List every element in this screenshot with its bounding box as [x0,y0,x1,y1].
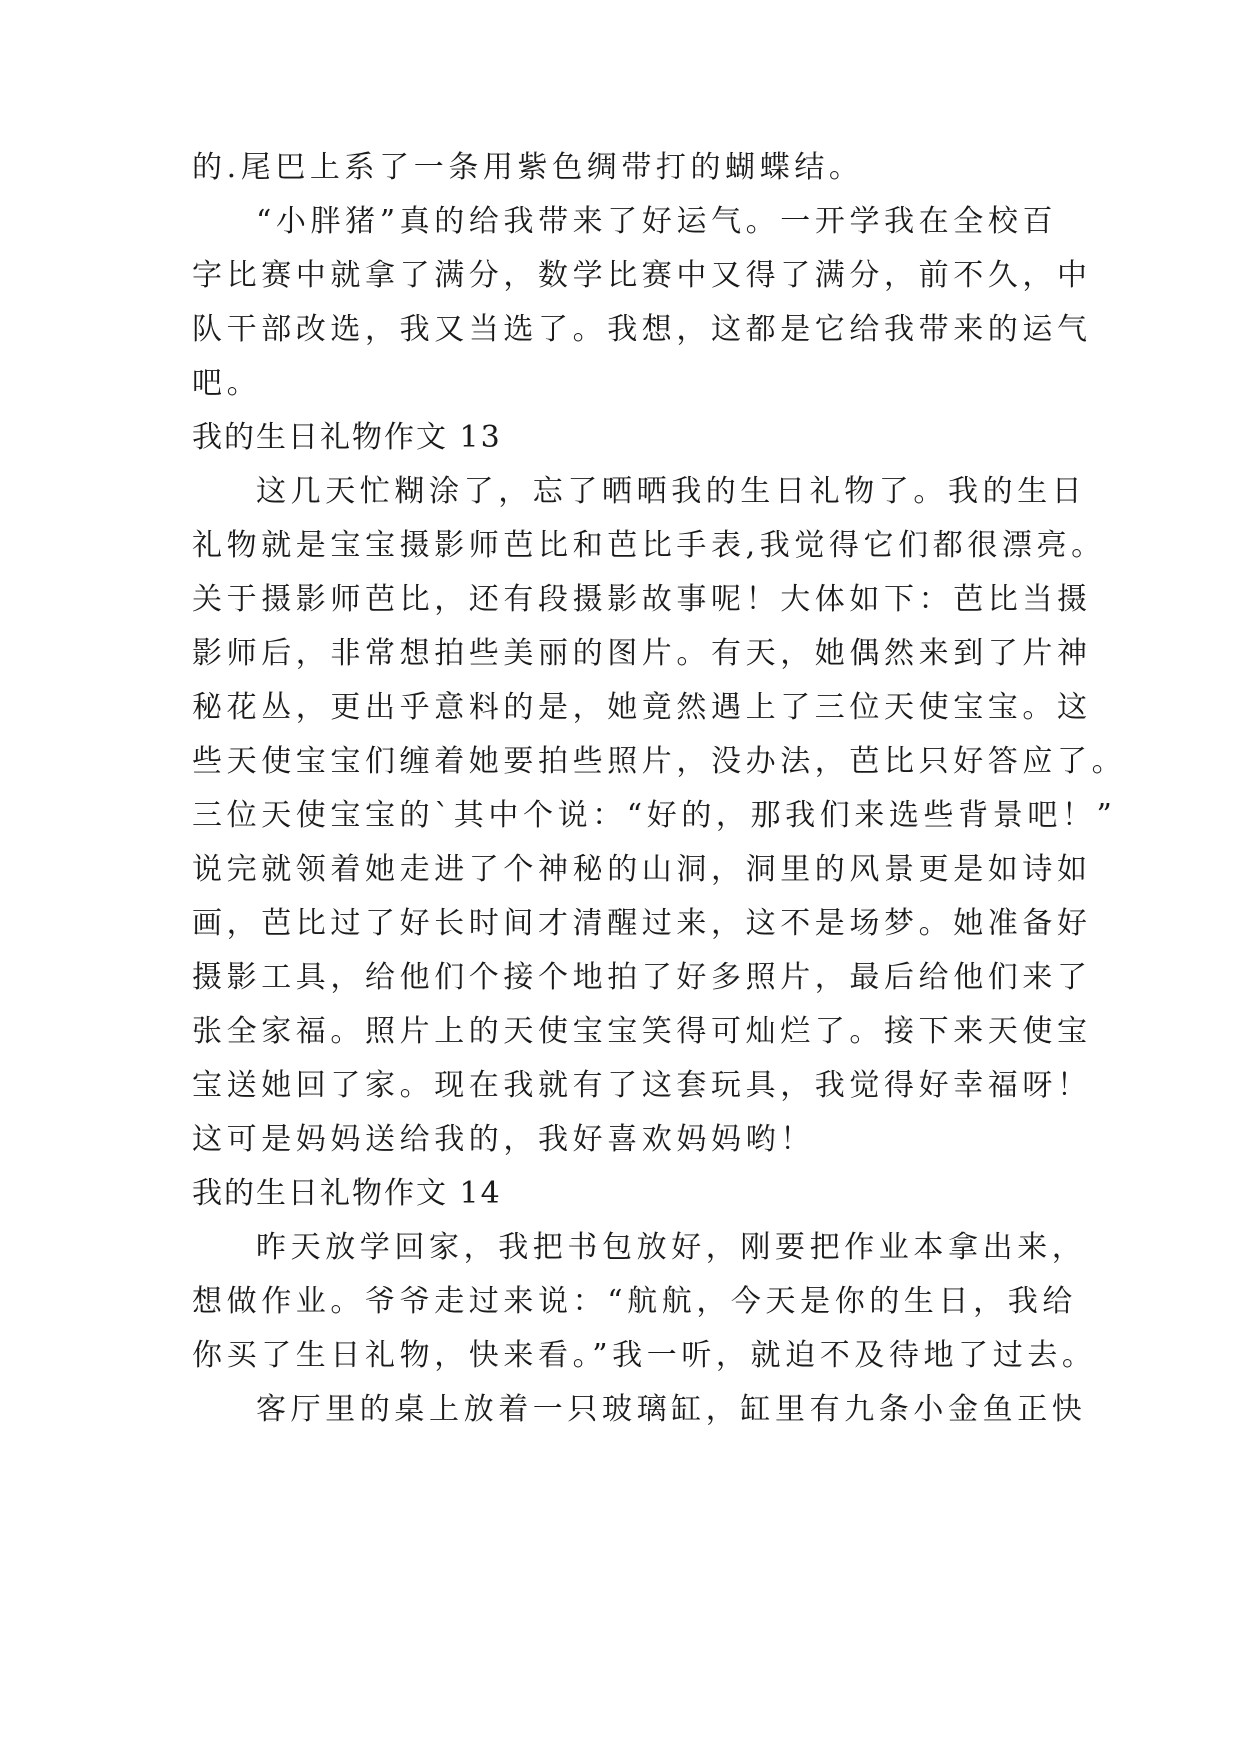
paragraph-line: 关于摄影师芭比，还有段摄影故事呢！大体如下：芭比当摄 [192,582,1092,617]
section-heading: 我的生日礼物作文 13 [192,420,502,455]
paragraph-line: “小胖猪”真的给我带来了好运气。一开学我在全校百 [256,204,1058,239]
paragraph-line: 摄影工具，给他们个接个地拍了好多照片，最后给他们来了 [192,960,1092,995]
paragraph-line: 你买了生日礼物，快来看。”我一听，就迫不及待地了过去。 [192,1338,1097,1373]
paragraph-line: 影师后，非常想拍些美丽的图片。有天，她偶然来到了片神 [192,636,1092,671]
section-heading: 我的生日礼物作文 14 [192,1176,502,1211]
paragraph-line: 画，芭比过了好长时间才清醒过来，这不是场梦。她准备好 [192,906,1092,941]
paragraph-line: 些天使宝宝们缠着她要拍些照片，没办法，芭比只好答应了。 [192,744,1127,779]
paragraph-line: 字比赛中就拿了满分，数学比赛中又得了满分，前不久，中 [192,258,1092,293]
paragraph-line: 的.尾巴上系了一条用紫色绸带打的蝴蝶结。 [192,150,864,185]
paragraph-line: 吧。 [192,366,262,401]
paragraph-line: 说完就领着她走进了个神秘的山洞，洞里的风景更是如诗如 [192,852,1092,887]
paragraph-line: 这几天忙糊涂了，忘了晒晒我的生日礼物了。我的生日 [256,474,1087,509]
paragraph-line: 秘花丛，更出乎意料的是，她竟然遇上了三位天使宝宝。这 [192,690,1092,725]
paragraph-line: 昨天放学回家，我把书包放好，刚要把作业本拿出来， [256,1230,1087,1265]
paragraph-line: 这可是妈妈送给我的，我好喜欢妈妈哟！ [192,1122,815,1157]
paragraph-line: 三位天使宝宝的`其中个说：“好的，那我们来选些背景吧！” [192,798,1117,833]
paragraph-line: 想做作业。爷爷走过来说：“航航，今天是你的生日，我给 [192,1284,1077,1319]
paragraph-line: 宝送她回了家。现在我就有了这套玩具，我觉得好幸福呀！ [192,1068,1092,1103]
paragraph-line: 礼物就是宝宝摄影师芭比和芭比手表,我觉得它们都很漂亮。 [192,528,1106,563]
paragraph-line: 客厅里的桌上放着一只玻璃缸，缸里有九条小金鱼正快 [256,1392,1087,1427]
paragraph-line: 张全家福。照片上的天使宝宝笑得可灿烂了。接下来天使宝 [192,1014,1092,1049]
paragraph-line: 队干部改选，我又当选了。我想，这都是它给我带来的运气 [192,312,1092,347]
